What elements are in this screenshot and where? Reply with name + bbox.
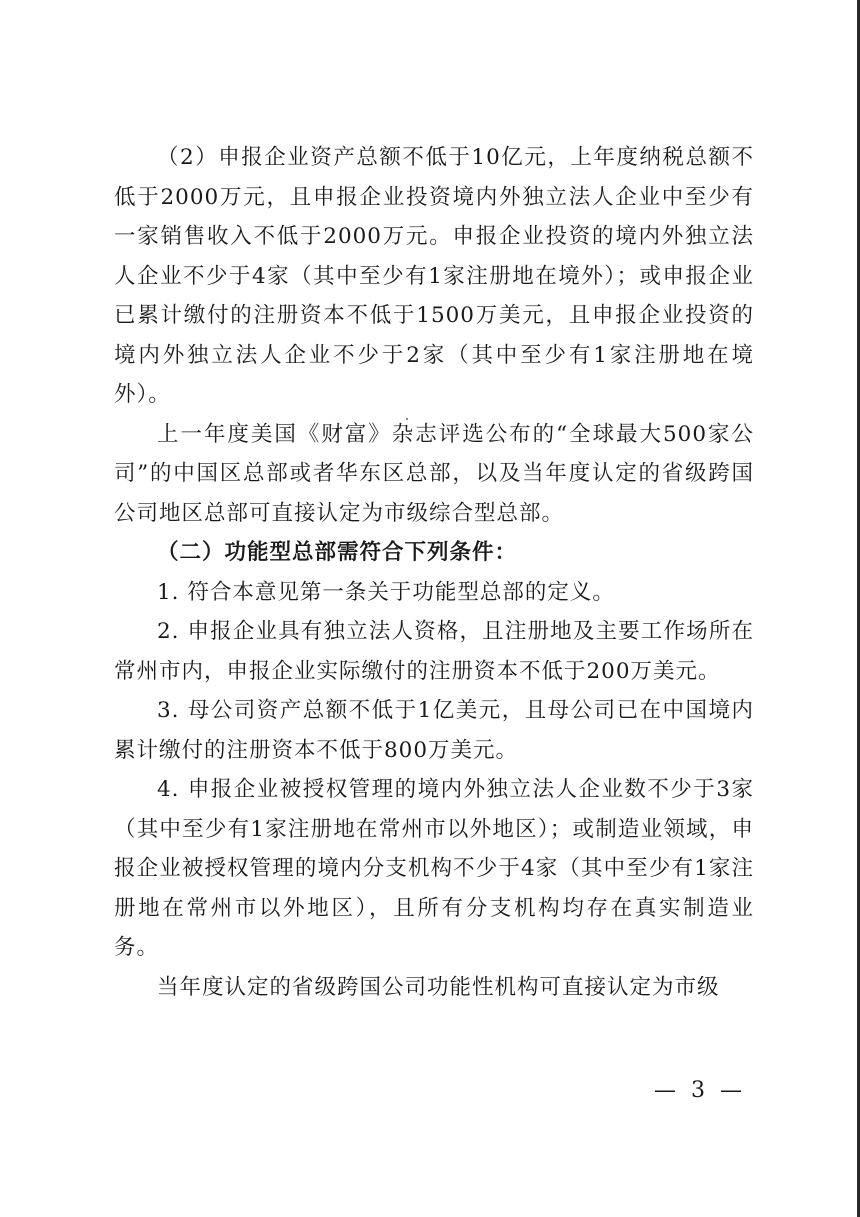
list-item-1: 1. 符合本意见第一条关于功能型总部的定义。 [157, 579, 615, 605]
section-heading-functional-hq: （二）功能型总部需符合下列条件： [157, 540, 518, 565]
list-item-3: 3. 母公司资产总额不低于1亿美元，且母公司已在中国境内累计缴付的注册资本不低于800万美元。 [114, 698, 754, 763]
page-number: — 3 — [654, 1078, 746, 1103]
list-item-2: 2. 申报企业具有独立法人资格，且注册地及主要工作场所在常州市内，申报企业实际缴付的注册资本不低于200万美元。 [114, 619, 754, 684]
scan-speck [406, 418, 408, 420]
list-item-4: 4. 申报企业被授权管理的境内外独立法人企业数不少于3家（其中至少有1家注册地在常州市以外地区）；或制造业领域，申报企业被授权管理的境内分支机构不少于4家（其中至少有1家注册地在常州市以外地区），且所有分支机构均存在真实制造业务。 [114, 777, 754, 960]
paragraph-asset-criteria: （2）申报企业资产总额不低于10亿元，上年度纳税总额不低于2000万元，且申报企业投资境内外独立法人企业中至少有一家销售收入不低于2000万元。申报企业投资的境内外独立法人企业不少于4家（其中至少有1家注册地在境外）；或申报企业已累计缴付的注册资本不低于1500万美元，且申报企业投资的境内外独立法人企业不少于2家（其中至少有1家注册地在境外）。 [114, 145, 754, 407]
paragraph-fortune-500: 上一年度美国《财富》杂志评选公布的“全球最大500家公司”的中国区总部或者华东区总部，以及当年度认定的省级跨国公司地区总部可直接认定为市级综合型总部。 [114, 421, 754, 526]
paragraph-provincial-recognition: 当年度认定的省级跨国公司功能性机构可直接认定为市级 [157, 974, 720, 1000]
document-body [114, 138, 754, 1007]
